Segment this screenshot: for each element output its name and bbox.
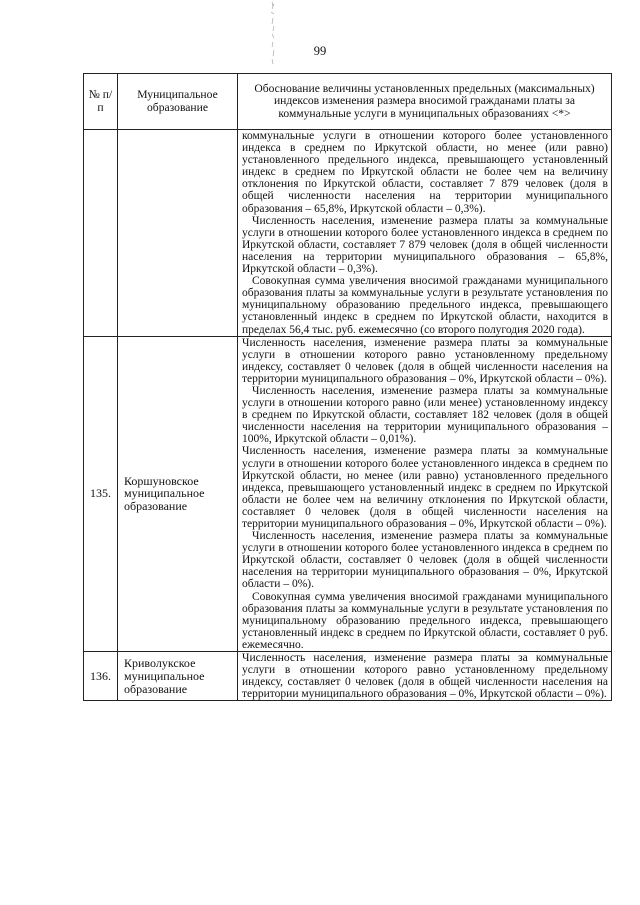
table-row [84, 130, 612, 337]
header-justification: Обоснование величины установленных предельных (максимальных) индексов изменения размера вносимой гражданами платы за коммунальные услуги в муниципальных образованиях <*> [238, 74, 612, 130]
row-number [84, 130, 118, 337]
paragraph: Численность населения, изменение размера платы за коммунальные услуги в отношении которого более установленного индекса в среднем по Иркутской области, но менее (или равно) установленного предельного индекса, превышающего установленный индекс в среднем по Иркутской области не более чем на величину отклонения по Иркутской области, составляет 0 человек (доля в общей численности населения на территории муниципального образования – 0%, Иркутской области – 0%). [242, 445, 608, 530]
table-header-row [84, 74, 612, 130]
header-municipality: Муниципальное образование [118, 74, 238, 130]
header-number: № п/п [84, 74, 118, 130]
justification-text [238, 652, 612, 701]
table-row [84, 336, 612, 651]
paragraph: Численность населения, изменение размера платы за коммунальные услуги в отношении которого равно установленному предельному индексу, составляет 0 человек (доля в общей численности населения на территории муниципального образования – 0%, Иркутской области – 0%). [242, 652, 608, 701]
justification-text [238, 336, 612, 651]
table-row [84, 652, 612, 701]
paragraph: Численность населения, изменение размера платы за коммунальные услуги в отношении которого более установленного индекса в среднем по Иркутской области, составляет 0 человек (доля в общей численности населения на территории муниципального образования – 0%, Иркутской области – 0%). [242, 530, 608, 591]
justification-table [83, 73, 612, 701]
paragraph: коммунальные услуги в отношении которого более установленного индекса в среднем по Иркутской области, но менее (или равно) установленного предельного индекса, превышающего установленный индекс в среднем по Иркутской области не более чем на величину отклонения по Иркутской области, составляет 7 879 человек (доля в общей численности населения на территории муниципального образования – 65,8%, Иркутской области – 0,3%). [242, 130, 608, 215]
municipality-name [118, 130, 238, 337]
municipality-name: Коршуновское муниципальное образование [118, 336, 238, 651]
justification-text [238, 130, 612, 337]
row-number: 136. [84, 652, 118, 701]
paragraph: Совокупная сумма увеличения вносимой гражданами муниципального образования платы за коммунальные услуги в результате установления по муниципальному образованию предельного индекса, превышающего установленный индекс в среднем по Иркутской области, составляет 0 руб. ежемесячно. [242, 590, 608, 651]
paragraph: Численность населения, изменение размера платы за коммунальные услуги в отношении которого равно установленному предельному индексу, составляет 0 человек (доля в общей численности населения на территории муниципального образования – 0%, Иркутской области – 0%). [242, 336, 608, 385]
row-number: 135. [84, 336, 118, 651]
paragraph: Численность населения, изменение размера платы за коммунальные услуги в отношении которого равно (или менее) установленному индексу в среднем по Иркутской области, составляет 182 человек (доля в общей численности населения на территории муниципального образования – 100%, Иркутской области – 0,01%). [242, 384, 608, 446]
paragraph: Совокупная сумма увеличения вносимой гражданами муниципального образования платы за коммунальные услуги в результате установления по муниципальному образованию предельного индекса, превышающего установленный индекс в среднем по Иркутской области, находится в пределах 56,4 тыс. руб. ежемесячно (со второго полугодия 2020 года). [242, 275, 608, 336]
paragraph: Численность населения, изменение размера платы за коммунальные услуги в отношении которого более установленного индекса в среднем по Иркутской области, составляет 7 879 человек (доля в общей численности населения на территории муниципального образования – 65,8%, Иркутской области – 0,3%). [242, 214, 608, 276]
municipality-name: Криволукское муниципальное образование [118, 652, 238, 701]
page-number: 99 [313, 44, 327, 58]
